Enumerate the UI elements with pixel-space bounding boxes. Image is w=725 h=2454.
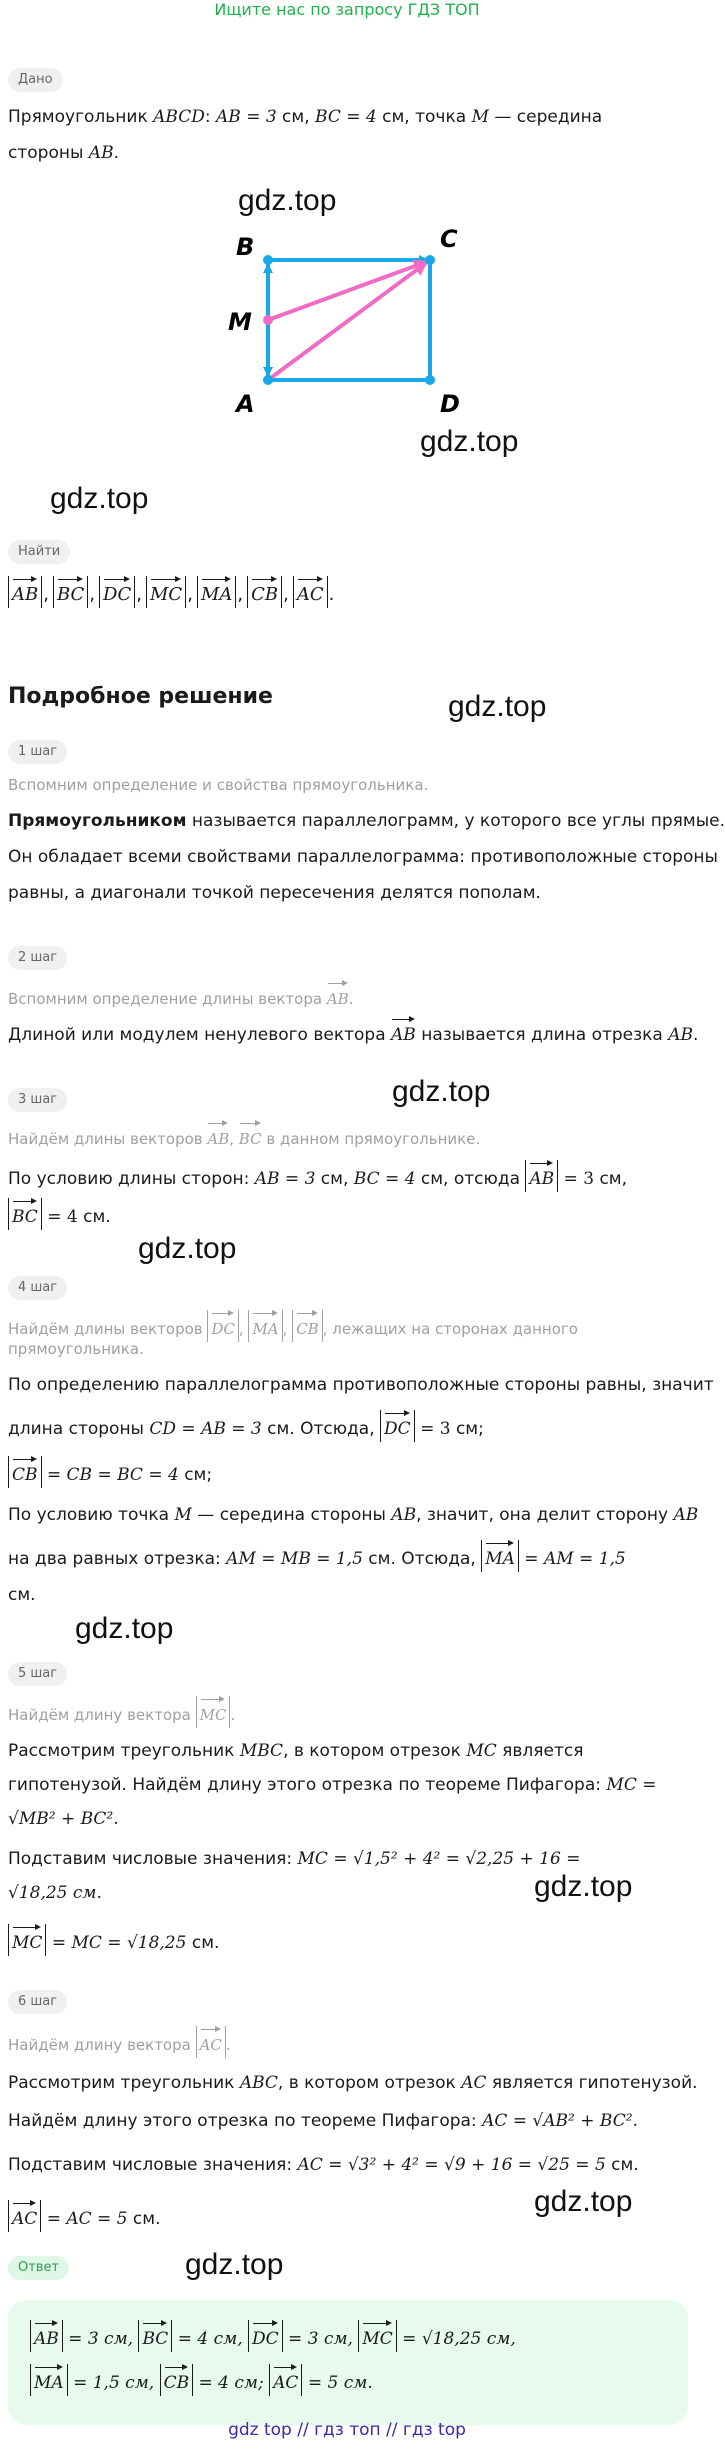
label-b: B	[236, 233, 255, 261]
step-4-line-1: По определению параллелограмма противоположные стороны равны, значит	[8, 1375, 714, 1395]
step-2-line-1: Длиной или модулем ненулевого вектора AB называется длина отрезка AB.	[8, 1016, 688, 1048]
step-6-line-4: AC = AC = 5 см.	[8, 2200, 688, 2232]
step-1-hint: Вспомним определение и свойства прямоугольника.	[8, 776, 429, 794]
step-6-badge: 6 шаг	[8, 1990, 67, 2014]
label-c: C	[440, 225, 458, 253]
vector-ac: AC	[273, 2364, 298, 2396]
point-d	[425, 375, 435, 385]
find-list	[8, 576, 688, 608]
point-b	[263, 255, 273, 265]
find-separator: ,	[283, 584, 289, 605]
vector-modulus	[8, 576, 42, 608]
vector-ma: MA	[34, 2364, 64, 2396]
step-2-hint: Вспомним определение длины вектора AB.	[8, 980, 688, 1012]
vector-bc: BC	[57, 576, 84, 608]
step-1-line-3: равны, а диагонали точкой пересечения делятся пополам.	[8, 883, 541, 903]
point-m	[263, 315, 273, 325]
vector-modulus	[146, 576, 186, 608]
find-separator: .	[328, 584, 335, 605]
given-line-1: Прямоугольник ABCD: AB = 3 см, BC = 4 см, точка M — середина	[8, 107, 603, 127]
label-a: A	[236, 390, 255, 418]
vector-modulus	[248, 2320, 283, 2352]
vector-dc: DC	[103, 576, 131, 608]
answer-row-1	[30, 2320, 516, 2352]
step-4-line-2: длина стороны CD = AB = 3 см. Отсюда, DC = 3 см;	[8, 1410, 688, 1442]
vector-modulus	[358, 2320, 396, 2352]
find-badge: Найти	[8, 540, 70, 564]
step-6-line-3: Подставим числовые значения: AC = √3² + 4² = √9 + 16 = √25 = 5 см.	[8, 2155, 639, 2175]
vector-ab: AB	[12, 576, 38, 608]
step-6-line-2: Найдём длину этого отрезка по теореме Пифагора: AC = √AB² + BC².	[8, 2111, 638, 2131]
step-6-line-1: Рассмотрим треугольник ABC, в котором отрезок AC является гипотенузой.	[8, 2073, 698, 2093]
find-separator: ,	[136, 584, 142, 605]
answer-value: = 5 см.	[302, 2373, 373, 2393]
vector-cb: CB	[251, 576, 278, 608]
vector-ma: MA	[201, 576, 232, 608]
watermark: gdz.top	[448, 690, 547, 723]
vector-ab: AB	[34, 2320, 59, 2352]
vector-modulus	[269, 2364, 302, 2396]
vector-bc: BC	[142, 2320, 168, 2352]
answer-value: = 4 см,	[172, 2329, 249, 2349]
point-c	[425, 255, 435, 265]
answer-value: = √18,25 см,	[396, 2329, 516, 2349]
step-5-hint: Найдём длину вектора MC .	[8, 1696, 688, 1728]
step-4-line-4: По условию точка M — середина стороны AB, значит, она делит сторону AB	[8, 1505, 699, 1525]
step-4-hint: Найдём длины векторов DC , MA , CB , лежащих на сторонах данного	[8, 1310, 688, 1342]
watermark: gdz.top	[534, 1870, 633, 1903]
step-5-line-2: гипотенузой. Найдём длину этого отрезка по теореме Пифагора: MC =	[8, 1775, 657, 1795]
answer-value: = 4 см;	[193, 2373, 270, 2393]
vector-ac	[268, 263, 426, 380]
answer-value: = 3 см,	[62, 2329, 139, 2349]
solution-title: Подробное решение	[8, 684, 273, 709]
watermark: gdz.top	[392, 1075, 491, 1108]
vector-modulus	[160, 2364, 194, 2396]
answer-box	[8, 2300, 688, 2425]
footer-links[interactable]: gdz top // гдз топ // гдз top	[228, 2420, 466, 2440]
step-3-badge: 3 шаг	[8, 1088, 67, 1112]
watermark: gdz.top	[238, 184, 337, 217]
watermark: gdz.top	[534, 2185, 633, 2218]
step-1-line-2: Он обладает всеми свойствами параллелограмма: противоположные стороны	[8, 847, 718, 867]
vector-mc	[268, 262, 426, 320]
watermark: gdz.top	[420, 425, 519, 458]
find-separator: ,	[237, 584, 244, 605]
given-badge: Дано	[8, 68, 63, 92]
vector-cb: CB	[164, 2364, 190, 2396]
vector-modulus	[247, 576, 282, 608]
point-a	[263, 375, 273, 385]
step-4-line-6: см.	[8, 1585, 36, 1605]
vector-modulus	[53, 576, 88, 608]
answer-value: = 3 см,	[282, 2329, 359, 2349]
watermark: gdz.top	[185, 2248, 284, 2281]
vector-dc: DC	[252, 2320, 279, 2352]
given-line-2: стороны AB.	[8, 143, 119, 163]
step-5-line-1: Рассмотрим треугольник MBC, в котором отрезок MC является	[8, 1741, 584, 1761]
step-5-line-3: √MB² + BC².	[8, 1809, 119, 1829]
step-1-line-1: Прямоугольником называется параллелограмм, у которого все углы прямые.	[8, 811, 725, 831]
rectangle-figure	[220, 215, 470, 420]
find-separator: ,	[43, 584, 49, 605]
step-4-hint-2: прямоугольника.	[8, 1340, 144, 1358]
vector-modulus	[99, 576, 135, 608]
vector-modulus	[30, 2320, 63, 2352]
step-3-hint: Найдём длины векторов AB, BC в данном прямоугольнике.	[8, 1120, 688, 1152]
step-5-line-6: MC = MC = √18,25 см.	[8, 1924, 688, 1956]
watermark: gdz.top	[50, 482, 149, 515]
step-1-badge: 1 шаг	[8, 740, 67, 764]
vector-modulus	[197, 576, 236, 608]
step-2-badge: 2 шаг	[8, 946, 67, 970]
vector-mc: MC	[150, 576, 182, 608]
watermark: gdz.top	[138, 1232, 237, 1265]
step-4-line-3: CB = CB = BC = 4 см;	[8, 1456, 688, 1488]
answer-row-2	[30, 2364, 373, 2396]
step-4-line-5: на два равных отрезка: AM = MB = 1,5 см. Отсюда, MA = AM = 1,5	[8, 1540, 688, 1572]
vector-modulus	[293, 576, 328, 608]
vector-modulus	[138, 2320, 172, 2352]
vector-modulus	[30, 2364, 68, 2396]
step-4-badge: 4 шаг	[8, 1276, 67, 1300]
vector-mc: MC	[362, 2320, 392, 2352]
step-5-line-4: Подставим числовые значения: MC = √1,5² + 4² = √2,25 + 16 =	[8, 1849, 581, 1869]
answer-value: = 1,5 см,	[67, 2373, 160, 2393]
label-m: M	[228, 308, 252, 336]
find-separator: ,	[187, 584, 193, 605]
step-5-line-5: √18,25 см.	[8, 1883, 102, 1903]
watermark: gdz.top	[75, 1612, 174, 1645]
step-6-hint: Найдём длину вектора AC .	[8, 2026, 688, 2058]
answer-badge: Ответ	[8, 2256, 69, 2280]
find-separator: ,	[89, 584, 96, 605]
step-5-badge: 5 шаг	[8, 1662, 67, 1686]
vector-ac: AC	[297, 576, 324, 608]
label-d: D	[440, 390, 460, 418]
search-banner: Ищите нас по запросу ГДЗ ТОП	[214, 0, 480, 19]
step-3-line-1: По условию длины сторон: AB = 3 см, BC = 4 см, отсюда AB = 3 см,	[8, 1160, 688, 1192]
step-3-line-2: BC = 4 см.	[8, 1198, 688, 1230]
